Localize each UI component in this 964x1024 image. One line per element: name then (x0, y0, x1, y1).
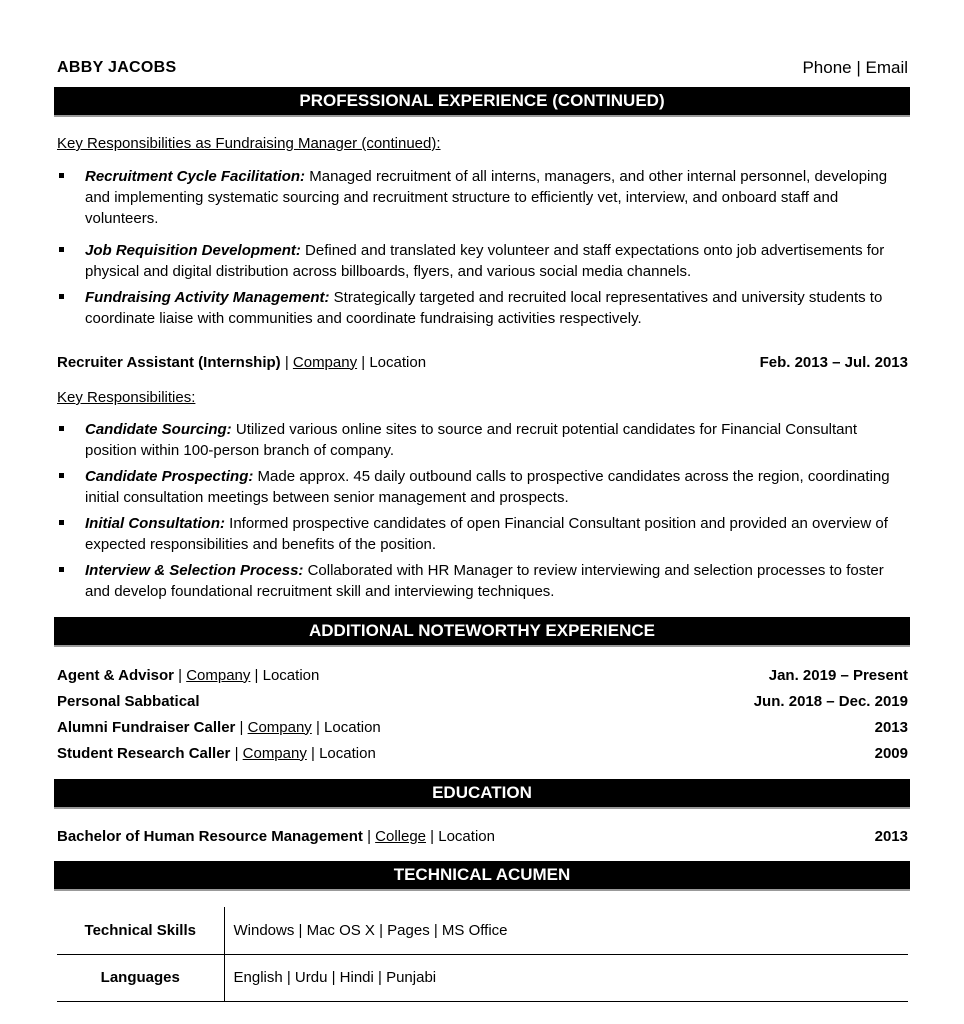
job-location: Location (319, 744, 376, 762)
job-heading (57, 354, 426, 371)
bullet-text: Utilized various online sites to source and recruit potential candidates for Financial Consultant position within 100-person branch of company. (85, 421, 858, 459)
job-entry-agent-advisor (57, 665, 908, 685)
recruiter-bullet-list (57, 419, 909, 602)
skill-label: Languages (57, 954, 224, 1001)
list-item (57, 166, 909, 229)
section-bar-technical-acumen (54, 861, 910, 891)
section-bar-additional-experience (54, 617, 910, 647)
degree-title: Bachelor of Human Resource Management (57, 827, 363, 845)
job-entry-alumni-fundraiser (57, 717, 908, 737)
fundraising-bullet-list (57, 166, 909, 329)
bullet-text: Collaborated with HR Manager to review interviewing and selection processes to foster and develop foundational recruitment skill and interviewing techniques. (85, 562, 884, 600)
job-heading (57, 667, 319, 684)
job-title: Recruiter Assistant (Internship) (57, 353, 281, 371)
section-bar-education (54, 779, 910, 809)
separator: | (306, 744, 320, 762)
bullet-text: Informed prospective candidates of open Financial Consultant position and provided an overview of expected responsibilities and benefits of the position. (85, 515, 888, 553)
resume-header (57, 58, 908, 78)
job-dates: 2009 (874, 744, 908, 762)
bullet-lead: Interview & Selection Process: (85, 562, 304, 579)
separator: | (357, 353, 370, 371)
contact-info: Phone | Email (802, 58, 908, 77)
separator: | (311, 718, 325, 736)
separator: | (173, 666, 187, 684)
job-heading (57, 745, 376, 762)
graduation-year: 2013 (874, 827, 908, 845)
bullet-lead: Initial Consultation: (85, 515, 225, 532)
job-dates: 2013 (874, 718, 908, 736)
separator: | (426, 827, 439, 845)
job-title: Alumni Fundraiser Caller (57, 718, 236, 736)
company-link[interactable]: Company (292, 353, 358, 371)
skill-value: Windows | Mac OS X | Pages | MS Office (233, 921, 508, 939)
responsibilities-subhead: Key Responsibilities: (57, 389, 196, 406)
separator: | (230, 744, 243, 762)
skill-value: English | Urdu | Hindi | Punjabi (233, 969, 437, 986)
job-heading (57, 693, 200, 710)
bullet-text: Defined and translated key volunteer and staff expectations onto job advertisements for physical and digital distribution across billboards, flyers, and various social media channels. (85, 242, 885, 280)
separator: | (250, 666, 263, 684)
skill-label: Technical Skills (57, 907, 224, 954)
company-link[interactable]: Company (186, 666, 251, 684)
education-entry (57, 826, 908, 846)
list-item (57, 513, 909, 555)
table-row (57, 907, 908, 954)
bullet-lead: Candidate Prospecting: (85, 468, 254, 485)
section-title: TECHNICAL ACUMEN (393, 865, 571, 884)
job-location: Location (369, 353, 427, 371)
job-title: Personal Sabbatical (57, 692, 200, 710)
bullet-lead: Candidate Sourcing: (85, 421, 232, 438)
table-row (57, 954, 908, 1001)
job-title: Student Research Caller (57, 744, 231, 762)
section-title: PROFESSIONAL EXPERIENCE (CONTINUED) (299, 91, 665, 110)
candidate-name: ABBY JACOBS (57, 59, 177, 76)
job-heading (57, 719, 381, 736)
separator: | (235, 718, 248, 736)
job-dates: Jun. 2018 – Dec. 2019 (753, 692, 908, 710)
bullet-lead: Fundraising Activity Management: (85, 289, 330, 306)
school-location: Location (438, 827, 495, 845)
separator: | (280, 353, 293, 371)
section-bar-professional-experience (54, 87, 910, 117)
job-location: Location (262, 666, 320, 684)
list-item (57, 419, 909, 461)
bullet-lead: Recruitment Cycle Facilitation: (85, 168, 306, 185)
job-entry-student-research (57, 743, 908, 763)
school-link[interactable]: College (375, 827, 427, 845)
section-title: ADDITIONAL NOTEWORTHY EXPERIENCE (308, 621, 655, 640)
section-title: EDUCATION (432, 783, 532, 802)
bullet-text: Made approx. 45 daily outbound calls to prospective candidates across the region, coordinating initial consultation meetings between senior management and prospects. (85, 468, 890, 506)
education-heading (57, 828, 495, 845)
bullet-lead: Job Requisition Development: (85, 242, 301, 259)
list-item (57, 560, 909, 602)
company-link[interactable]: Company (242, 744, 307, 762)
company-link[interactable]: Company (247, 718, 312, 736)
job-entry-personal-sabbatical (57, 691, 908, 711)
job-dates: Jan. 2019 – Present (768, 666, 908, 684)
list-item (57, 287, 909, 329)
responsibilities-subhead: Key Responsibilities as Fundraising Manager (continued): (57, 135, 441, 152)
technical-skills-table (57, 907, 908, 1002)
list-item (57, 240, 909, 282)
bullet-text: Managed recruitment of all interns, managers, and other internal personnel, developing and implementing systematic sourcing and recruitment structure to efficiently vet, interview, and onboard staff and volunteers. (85, 168, 888, 227)
bullet-text: Strategically targeted and recruited local representatives and university students to coordinate liaise with communities and coordinate fundraising activities respectively. (85, 289, 883, 327)
job-dates: Feb. 2013 – Jul. 2013 (759, 353, 908, 371)
job-location: Location (324, 718, 381, 736)
separator: | (362, 827, 376, 845)
job-entry-recruiter-assistant (57, 352, 908, 372)
list-item (57, 466, 909, 508)
job-title: Agent & Advisor (57, 666, 174, 684)
